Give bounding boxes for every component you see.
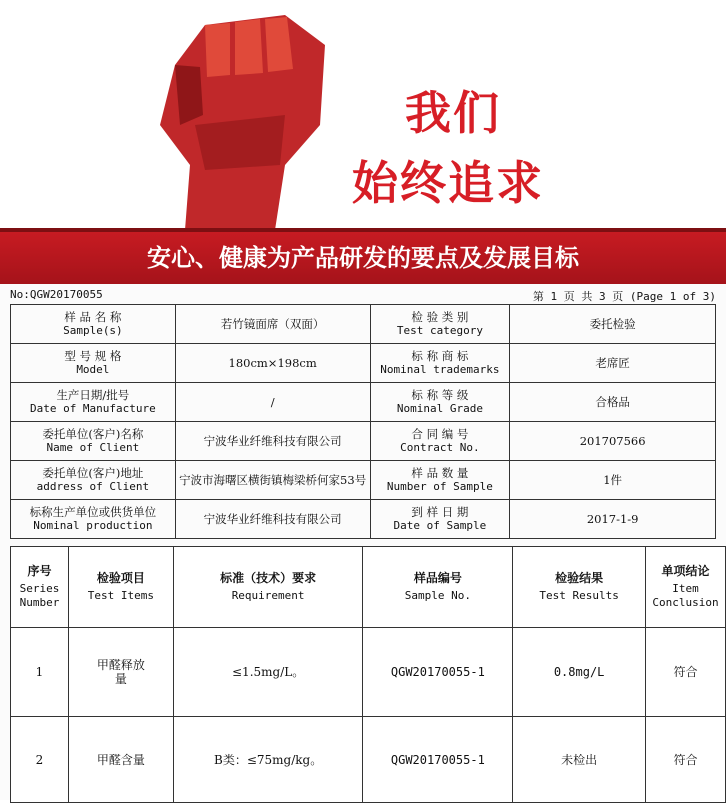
field-label xyxy=(11,305,176,344)
field-value-text: 委托检验 xyxy=(589,317,636,331)
field-label-text: 委托单位(客户)名称 xyxy=(42,427,144,441)
sample-info-table xyxy=(10,304,716,539)
field-label xyxy=(370,461,510,500)
field-value xyxy=(175,344,370,383)
field-label xyxy=(370,500,510,539)
field-label-text: Number of Sample xyxy=(386,480,493,493)
sample-no: QGW20170055-1 xyxy=(363,717,513,803)
info-row xyxy=(11,500,716,539)
field-value xyxy=(175,383,370,422)
field-value-text: 2017-1-9 xyxy=(586,512,639,526)
test-report xyxy=(0,284,726,800)
report-number: No:QGW20170055 xyxy=(10,288,103,301)
field-value xyxy=(510,344,716,383)
field-label-text: Model xyxy=(76,363,110,376)
column-header-cn: 样品编号 xyxy=(413,571,462,585)
series-number: 1 xyxy=(11,628,69,717)
field-label-text: address of Client xyxy=(36,480,150,493)
series-number: 2 xyxy=(11,717,69,803)
field-value-text: 老席匠 xyxy=(595,356,630,370)
item-conclusion: 符合 xyxy=(646,717,726,803)
field-value-text: 201707566 xyxy=(579,434,646,448)
field-label-text: 型 号 规 格 xyxy=(64,349,122,363)
field-value xyxy=(510,383,716,422)
field-value-text: 宁波华业纤维科技有限公司 xyxy=(203,512,342,526)
field-label xyxy=(11,383,176,422)
field-label xyxy=(11,422,176,461)
field-label-text: 委托单位(客户)地址 xyxy=(42,466,144,480)
page-indicator: 第 1 页 共 3 页 (Page 1 of 3) xyxy=(532,290,716,303)
field-label xyxy=(370,422,510,461)
field-label-text: 样 品 名 称 xyxy=(64,310,122,324)
field-value-text: 若竹镜面席（双面） xyxy=(220,317,325,331)
column-header-en: Item Conclusion xyxy=(652,582,719,609)
info-row xyxy=(11,422,716,461)
field-value xyxy=(510,305,716,344)
column-header-cn: 单项结论 xyxy=(661,564,710,578)
field-label-text: Nominal trademarks xyxy=(380,363,500,376)
red-banner: 安心、健康为产品研发的要点及发展目标 xyxy=(0,232,726,284)
test-results-table xyxy=(10,546,726,803)
info-row xyxy=(11,305,716,344)
slogan-line-1: 我们 xyxy=(405,86,501,140)
requirement: B类：≤75mg/kg。 xyxy=(173,717,363,803)
slogan-line-2: 始终追求 xyxy=(352,156,544,210)
field-label-text: Name of Client xyxy=(46,441,140,454)
field-value-text: / xyxy=(270,395,275,409)
column-header-cn: 检验项目 xyxy=(96,571,145,585)
field-value xyxy=(510,500,716,539)
requirement: ≤1.5mg/L。 xyxy=(173,628,363,717)
field-label xyxy=(370,383,510,422)
column-header-cn: 检验结果 xyxy=(555,571,604,585)
field-value xyxy=(175,500,370,539)
column-header-en: Sample No. xyxy=(404,589,471,602)
field-label xyxy=(370,305,510,344)
column-header-cn: 序号 xyxy=(27,564,52,578)
field-value xyxy=(175,305,370,344)
sample-no: QGW20170055-1 xyxy=(363,628,513,717)
field-label xyxy=(11,500,176,539)
field-label-text: Test category xyxy=(396,324,483,337)
field-label-text: 标称生产单位或供货单位 xyxy=(29,505,157,519)
field-value xyxy=(510,422,716,461)
field-label xyxy=(11,461,176,500)
test-result: 0.8mg/L xyxy=(513,628,646,717)
column-header-en: Test Results xyxy=(539,589,619,602)
column-header xyxy=(646,547,726,628)
field-value-text: 宁波华业纤维科技有限公司 xyxy=(203,434,342,448)
column-header-en: Series Number xyxy=(19,582,60,609)
field-value-text: 合格品 xyxy=(595,395,630,409)
field-label-text: Date of Manufacture xyxy=(29,402,156,415)
table-row xyxy=(11,717,726,803)
field-value-text: 1件 xyxy=(603,473,623,487)
field-label-text: Nominal production xyxy=(33,519,153,532)
field-label-text: 标 称 商 标 xyxy=(411,349,469,363)
promo-header xyxy=(0,0,726,232)
field-label-text: 样 品 数 量 xyxy=(411,466,469,480)
field-value xyxy=(175,461,370,500)
field-label-text: Nominal Grade xyxy=(396,402,483,415)
field-label xyxy=(11,344,176,383)
test-item: 甲醛释放量 xyxy=(68,628,173,717)
field-label-text: 生产日期/批号 xyxy=(56,388,130,402)
item-conclusion: 符合 xyxy=(646,628,726,717)
field-label-text: Date of Sample xyxy=(393,519,487,532)
results-header-row xyxy=(11,547,726,628)
column-header-en: Requirement xyxy=(231,589,305,602)
column-header xyxy=(11,547,69,628)
table-row xyxy=(11,628,726,717)
field-value xyxy=(510,461,716,500)
column-header-en: Test Items xyxy=(87,589,154,602)
column-header-cn: 标准（技术）要求 xyxy=(220,571,317,585)
column-header xyxy=(173,547,363,628)
field-value-text: 宁波市海曙区横街镇梅梁桥何家53号 xyxy=(179,473,367,487)
column-header xyxy=(513,547,646,628)
field-label-text: 合 同 编 号 xyxy=(411,427,469,441)
field-label-text: 检 验 类 别 xyxy=(411,310,469,324)
field-label-text: Sample(s) xyxy=(63,324,123,337)
test-result: 未检出 xyxy=(513,717,646,803)
info-row xyxy=(11,461,716,500)
field-label xyxy=(370,344,510,383)
column-header xyxy=(68,547,173,628)
column-header xyxy=(363,547,513,628)
info-row xyxy=(11,383,716,422)
field-label-text: Contract No. xyxy=(400,441,480,454)
field-label-text: 到 样 日 期 xyxy=(411,505,469,519)
field-label-text: 标 称 等 级 xyxy=(411,388,469,402)
field-value xyxy=(175,422,370,461)
test-item: 甲醛含量 xyxy=(68,717,173,803)
info-row xyxy=(11,344,716,383)
raised-fist-icon xyxy=(135,5,335,230)
field-value-text: 180cm×198cm xyxy=(228,356,317,370)
